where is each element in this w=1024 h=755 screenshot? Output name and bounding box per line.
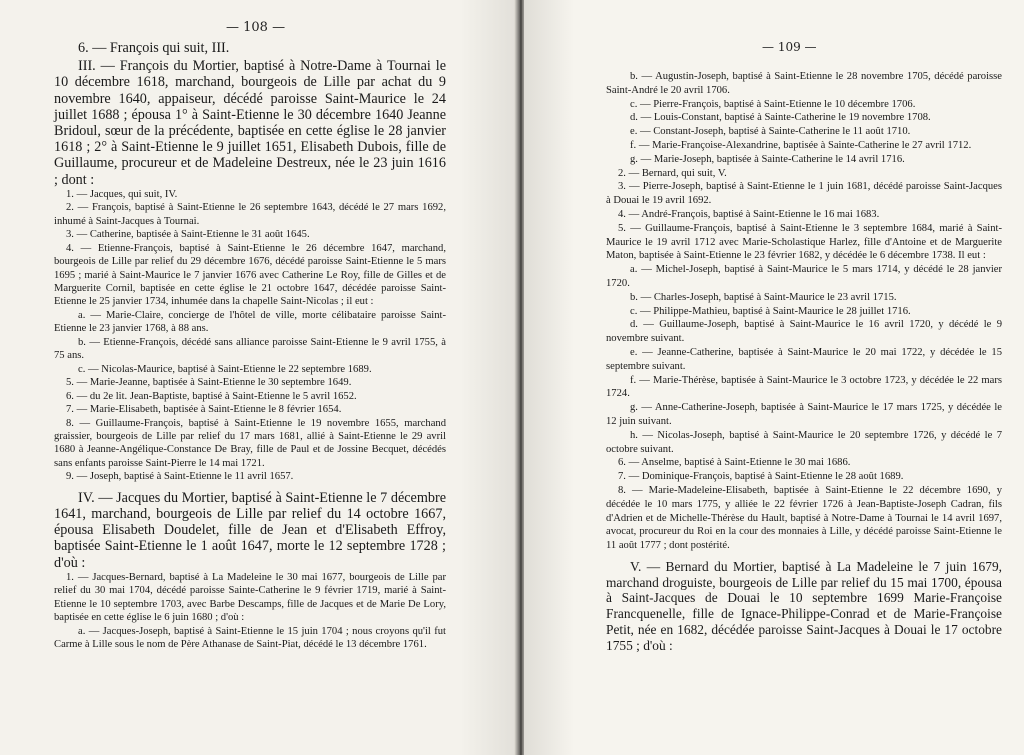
left-page-text: [54, 40, 446, 652]
right-para-8: 4. — André-François, baptisé à Saint-Etienne le 16 mai 1683.: [618, 208, 880, 220]
right-page-shadow: [524, 0, 574, 755]
left-para-8: c. — Nicolas-Maurice, baptisé à Saint-Etienne le 22 septembre 1689.: [78, 363, 372, 375]
right-para-10: a. — Michel-Joseph, baptisé à Saint-Maurice le 5 mars 1714, y décédé le 28 janvier 1720.: [606, 264, 1002, 289]
left-page-shadow: [460, 0, 518, 755]
right-para-21: V. — Bernard du Mortier, baptisé à La Madeleine le 7 juin 1679, marchand droguiste, bourgeois de Lille par relief du 15 mai 1700, épousa à Saint-Jacques de Douai le 10 septembre 1699 Marie-Françoise Francquenelle, fille de Ignace-Philippe-Conrad et de Marie-Françoise Petit, née en 1682, décédée paroisse Saint-Jacques à Douai le 17 octobre 1755 ; d'où :: [606, 558, 1002, 653]
left-para-13: 9. — Joseph, baptisé à Saint-Etienne le 11 avril 1657.: [66, 471, 294, 483]
right-para-3: e. — Constant-Joseph, baptisé à Sainte-Catherine le 11 août 1710.: [630, 126, 911, 138]
right-para-14: e. — Jeanne-Catherine, baptisée à Saint-Maurice le 20 mai 1722, y décédée le 15 septembre suivant.: [606, 346, 1002, 372]
left-para-12: 8. — Guillaume-François, baptisé à Saint-Etienne le 19 novembre 1655, marchand graissier, bourgeois de Lille par relief du 17 mars 1681, allié à Saint-Etienne le 29 avril 1680 à Jeanne-Angélique-Constance De Bray, fille de Paul et de Jossine Becquet, décédés sans enfants paroisse Saint-Pierre le 14 mai 1721.: [54, 417, 446, 469]
right-para-15: f. — Marie-Thérèse, baptisée à Saint-Maurice le 3 octobre 1723, y décédée le 22 mars 1724.: [606, 374, 1002, 400]
right-para-5: g. — Marie-Joseph, baptisée à Sainte-Catherine le 14 avril 1716.: [630, 153, 905, 165]
right-para-9: 5. — Guillaume-François, baptisé à Saint-Etienne le 3 septembre 1684, marié à Saint-Maurice le 19 avril 1712 avec Marie-Scholastique Harlez, fille d'Antoine et de Marguerite Maton, baptisée à Saint-Etienne le 23 février 1682, y décédée le 6 décembre 1738. Il eut :: [606, 222, 1002, 262]
left-para-14: IV. — Jacques du Mortier, baptisé à Saint-Etienne le 7 décembre 1641, marchand, bourgeois de Lille par relief du 14 octobre 1667, épousa Elisabeth Doudelet, fille de Jean et d'Elisabeth Effroy, baptisée Saint-Etienne le 1 août 1647, morte le 12 septembre 1728 ; d'où :: [54, 489, 446, 571]
left-para-15: 1. — Jacques-Bernard, baptisé à La Madeleine le 30 mai 1677, bourgeois de Lille par relief du 30 mai 1704, décédé paroisse Sainte-Catherine le 9 février 1719, marié à Saint-Etienne le 10 septembre 1703, avec Barbe Descamps, fille de Jacques et de Marie De Lory, baptisée en cette église le 6 juin 1680 ; d'où :: [54, 571, 446, 624]
left-para-11: 7. — Marie-Elisabeth, baptisée à Saint-Etienne le 8 février 1654.: [66, 404, 342, 416]
right-para-0: b. — Augustin-Joseph, baptisé à Saint-Etienne le 28 novembre 1705, décédé paroisse Saint-André le 20 avril 1706.: [606, 71, 1002, 96]
right-page-number: — 109 —: [762, 40, 817, 54]
left-para-1: III. — François du Mortier, baptisé à Notre-Dame à Tournai le 10 décembre 1618, marchand, bourgeois de Lille par achat du 9 novembre 1640, appaiseur, décédé paroisse Saint-Maurice le 24 juillet 1688 ; épousa 1° à Saint-Etienne le 30 décembre 1640 Jeanne Bridoul, sœur de la précédente, baptisée en cette église le 28 janvier 1618 ; 2° à Saint-Etienne le 9 juillet 1651, Elisabeth Dubois, fille de Guillaume, procureur et de Madeleine Destreux, née le 23 juin 1616 ; dont :: [54, 58, 446, 188]
left-para-4: 3. — Catherine, baptisée à Saint-Etienne le 31 août 1645.: [66, 229, 310, 241]
right-para-17: h. — Nicolas-Joseph, baptisé à Saint-Maurice le 20 septembre 1726, y décédé le 7 octobre suivant.: [606, 429, 1002, 455]
left-para-6: a. — Marie-Claire, concierge de l'hôtel de ville, morte célibataire paroisse Saint-Etienne le 23 janvier 1768, à 88 ans.: [54, 309, 446, 335]
left-para-9: 5. — Marie-Jeanne, baptisée à Saint-Etienne le 30 septembre 1649.: [66, 377, 352, 389]
left-para-3: 2. — François, baptisé à Saint-Etienne le 26 septembre 1643, décédé le 27 mars 1692, inhumé à Saint-Jacques à Tournai.: [54, 202, 446, 227]
left-para-16: a. — Jacques-Joseph, baptisé à Saint-Etienne le 15 juin 1704 ; nous croyons qu'il fut Carme à Lille sous le nom de Père Athanase de Saint-Piat, décédé le 13 décembre 1761.: [54, 625, 446, 651]
right-para-18: 6. — Anselme, baptisé à Saint-Etienne le 30 mai 1686.: [618, 457, 851, 469]
right-page-text: [606, 70, 1002, 654]
right-para-20: 8. — Marie-Madeleine-Elisabeth, baptisée à Saint-Etienne le 22 décembre 1690, y décédée le 10 mars 1775, y alliée le 22 février 1726 à Jean-Baptiste-Joseph Cadran, fils d'Adrien et de Michelle-Thérèse du Hault, baptisé à Notre-Dame à Tournai le 14 avril 1697, avocat, procureur du Roi en la cour des monnaies à Lille, y décédé paroisse Saint-Etienne le 11 août 1777 ; dont postérité.: [606, 484, 1002, 552]
right-para-16: g. — Anne-Catherine-Joseph, baptisée à Saint-Maurice le 17 mars 1725, y décédée le 12 juin suivant.: [606, 402, 1002, 427]
right-para-12: c. — Philippe-Mathieu, baptisé à Saint-Maurice le 28 juillet 1716.: [630, 305, 911, 317]
right-para-19: 7. — Dominique-François, baptisé à Saint-Etienne le 28 août 1689.: [618, 471, 904, 483]
right-page: [524, 0, 1024, 755]
right-para-13: d. — Guillaume-Joseph, baptisé à Saint-Maurice le 16 avril 1720, y décédé le 9 novembre suivant.: [606, 319, 1002, 345]
right-para-1: c. — Pierre-François, baptisé à Saint-Etienne le 10 décembre 1706.: [630, 98, 916, 110]
left-para-0: 6. — François qui suit, III.: [78, 40, 230, 56]
right-para-6: 2. — Bernard, qui suit, V.: [618, 167, 727, 179]
left-para-5: 4. — Etienne-François, baptisé à Saint-Etienne le 26 décembre 1647, marchand, bourgeois de Lille par relief du 29 décembre 1676, décédé paroisse Saint-Etienne le 5 mars 1695 ; marié à Saint-Maurice le 7 janvier 1676 avec Catherine Le Roy, fille de Gilles et de Marguerite Cornil, baptisée en cette église le 21 octobre 1647, décédée paroisse Saint-Etienne le 25 janvier 1734, inhumée dans la chapelle Saint-Nicolas ; il eut :: [54, 242, 446, 308]
right-para-7: 3. — Pierre-Joseph, baptisé à Saint-Etienne le 1 juin 1681, décédé paroisse Saint-Jacques à Douai le 19 avril 1692.: [606, 181, 1002, 207]
right-para-4: f. — Marie-Françoise-Alexandrine, baptisée à Sainte-Catherine le 27 avril 1712.: [630, 139, 972, 151]
right-para-2: d. — Louis-Constant, baptisé à Sainte-Catherine le 19 novembre 1708.: [630, 112, 931, 124]
left-para-2: 1. — Jacques, qui suit, IV.: [66, 188, 178, 200]
left-para-7: b. — Etienne-François, décédé sans alliance paroisse Saint-Etienne le 9 avril 1755, à 75 ans.: [54, 336, 446, 362]
right-para-11: b. — Charles-Joseph, baptisé à Saint-Maurice le 23 avril 1715.: [630, 291, 897, 303]
left-para-10: 6. — du 2e lit. Jean-Baptiste, baptisé à Saint-Etienne le 5 avril 1652.: [66, 390, 357, 402]
left-page-number: — 108 —: [226, 20, 286, 35]
